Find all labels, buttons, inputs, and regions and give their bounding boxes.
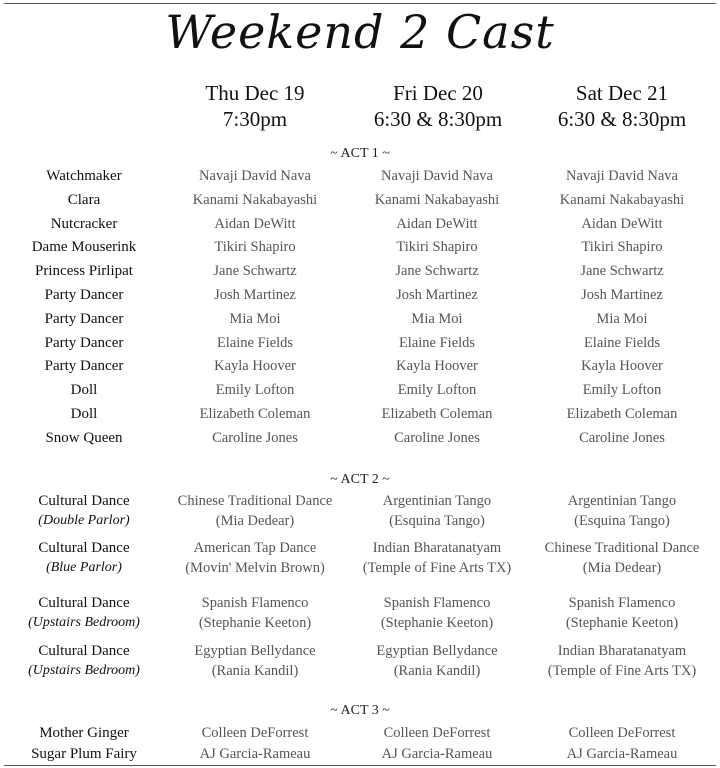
cast-row [0,723,720,745]
cultural-dance-row [0,641,720,683]
role-name: Mother Ginger [39,725,129,741]
cast-member: Navaji David Nava [381,168,493,184]
cast-member: Elaine Fields [398,334,476,351]
role-name: Snow Queen [45,429,123,446]
cast-member: Elizabeth Coleman [566,406,678,422]
dance-performer: (Mia Dedear) [582,560,662,576]
dance-performer: (Mia Dedear) [215,513,295,529]
cast-member: Emily Lofton [397,382,477,399]
dance-performer: (Esquina Tango) [574,513,670,529]
day-date: Fri Dec 20 [393,81,483,105]
role-name: Doll [70,382,98,399]
dance-cell [160,491,350,531]
role-name: Party Dancer [44,287,124,303]
cast-member: Tikiri Shapiro [581,239,663,256]
role-location: (Upstairs Bedroom) [28,615,140,630]
dance-style: Chinese Traditional Dance [177,493,333,509]
cast-member: Elizabeth Coleman [199,406,311,422]
day-time: 6:30 & 8:30pm [557,107,687,131]
bottom-rule [4,765,716,766]
day-time: 7:30pm [222,107,288,131]
cast-member: Tikiri Shapiro [214,239,296,256]
dance-style: American Tap Dance [193,540,317,556]
day-date: Thu Dec 19 [205,81,305,105]
day-time: 6:30 & 8:30pm [373,107,503,131]
role-name [4,491,164,531]
dance-style: Egyptian Bellydance [194,643,316,659]
cast-row [0,356,720,378]
dance-style: Chinese Traditional Dance [544,540,700,556]
role-name: Princess Pirlipat [35,263,133,280]
dance-cell [342,593,532,633]
day-header-sat [522,80,720,132]
cast-member: Kayla Hoover [396,358,478,375]
dance-performer: (Esquina Tango) [389,513,485,529]
dance-cell [160,593,350,633]
role-name [4,593,164,633]
cultural-dance-row [0,491,720,533]
role-name: Doll [70,406,98,422]
cast-member: Mia Moi [411,310,463,327]
dance-cell [160,641,350,681]
dance-performer: (Rania Kandil) [393,663,481,679]
dance-cell [342,491,532,531]
cast-member: Elaine Fields [583,334,661,351]
cast-member: Colleen DeForrest [383,725,491,741]
role-location: (Double Parlor) [38,513,130,528]
cultural-dance-row [0,538,720,580]
cast-member: Colleen DeForrest [201,725,309,741]
dance-cell [527,641,717,681]
cast-member: Mia Moi [596,310,648,327]
cast-member: AJ Garcia-Rameau [381,746,493,762]
day-date: Sat Dec 21 [575,81,669,105]
cast-member: Elizabeth Coleman [381,406,493,422]
dance-style: Spanish Flamenco [383,595,491,611]
cast-member: Emily Lofton [582,382,662,399]
cast-member: Mia Moi [229,310,281,327]
role-name: Watchmaker [46,168,122,184]
dance-style: Indian Bharatanatyam [557,643,687,659]
cast-member: Josh Martinez [214,287,296,303]
cast-member: Tikiri Shapiro [396,239,478,256]
cast-member: Aidan DeWitt [396,215,478,232]
cast-member: Emily Lofton [215,382,295,399]
dance-cell [527,538,717,578]
dance-cell [342,641,532,681]
role-location: (Upstairs Bedroom) [28,663,140,678]
dance-style: Argentinian Tango [567,493,677,509]
dance-performer: (Rania Kandil) [211,663,299,679]
dance-style: Spanish Flamenco [201,595,309,611]
role-name: Dame Mouserink [31,239,137,256]
role-name: Party Dancer [44,310,124,327]
role-location: (Blue Parlor) [46,560,122,575]
dance-performer: (Stephanie Keeton) [198,615,312,631]
role-name: Sugar Plum Fairy [31,746,137,762]
act-1-heading: ~ ACT 1 ~ [330,146,390,161]
role-name: Nutcracker [50,215,118,232]
role-title: Cultural Dance [38,493,130,509]
cast-row [0,404,720,426]
cast-row [0,214,720,236]
cast-member: Kayla Hoover [214,358,296,375]
cast-member: Navaji David Nava [199,168,311,184]
dance-cell [160,538,350,578]
cast-member: AJ Garcia-Rameau [199,746,311,762]
dance-cell [342,538,532,578]
cast-member: Kayla Hoover [581,358,663,375]
role-title: Cultural Dance [38,643,130,659]
role-name: Clara [67,191,101,208]
cast-member: Caroline Jones [212,429,298,446]
cast-member: Kanami Nakabayashi [374,191,500,208]
role-name [4,641,164,681]
cast-member: AJ Garcia-Rameau [566,746,678,762]
cast-row [0,237,720,259]
role-title: Cultural Dance [38,595,130,611]
cast-member: Caroline Jones [394,429,480,446]
cast-member: Jane Schwartz [213,263,297,280]
role-title: Cultural Dance [38,540,130,556]
dance-cell [527,593,717,633]
dance-performer: (Movin' Melvin Brown) [185,560,325,576]
role-name: Party Dancer [44,334,124,351]
cast-member: Navaji David Nava [566,168,678,184]
cast-member: Josh Martinez [581,287,663,303]
cast-member: Colleen DeForrest [568,725,676,741]
cast-row [0,428,720,450]
cast-row [0,380,720,402]
cast-member: Kanami Nakabayashi [559,191,685,208]
dance-style: Spanish Flamenco [568,595,676,611]
act-3-heading: ~ ACT 3 ~ [330,703,390,718]
dance-style: Egyptian Bellydance [376,643,498,659]
cast-row [0,261,720,283]
cast-member: Elaine Fields [216,334,294,351]
role-name [4,538,164,578]
cast-row [0,190,720,212]
act-2-heading: ~ ACT 2 ~ [330,472,390,487]
cast-member: Caroline Jones [579,429,665,446]
cast-row [0,285,720,307]
cast-member: Aidan DeWitt [214,215,296,232]
cast-row [0,166,720,188]
day-header-thu [155,80,355,132]
cast-row [0,744,720,766]
cast-member: Kanami Nakabayashi [192,191,318,208]
cultural-dance-row [0,593,720,635]
dance-cell [527,491,717,531]
dance-performer: (Stephanie Keeton) [565,615,679,631]
dance-performer: (Stephanie Keeton) [380,615,494,631]
cast-member: Jane Schwartz [395,263,479,280]
dance-style: Indian Bharatanatyam [372,540,502,556]
dance-performer: (Temple of Fine Arts TX) [547,663,697,679]
role-name: Party Dancer [44,358,124,375]
dance-performer: (Temple of Fine Arts TX) [362,560,512,576]
page-title: Weekend 2 Cast [165,5,555,59]
cast-member: Jane Schwartz [580,263,664,280]
cast-row [0,333,720,355]
cast-member: Josh Martinez [396,287,478,303]
cast-member: Aidan DeWitt [581,215,663,232]
cast-row [0,309,720,331]
day-header-fri [338,80,538,132]
dance-style: Argentinian Tango [382,493,492,509]
